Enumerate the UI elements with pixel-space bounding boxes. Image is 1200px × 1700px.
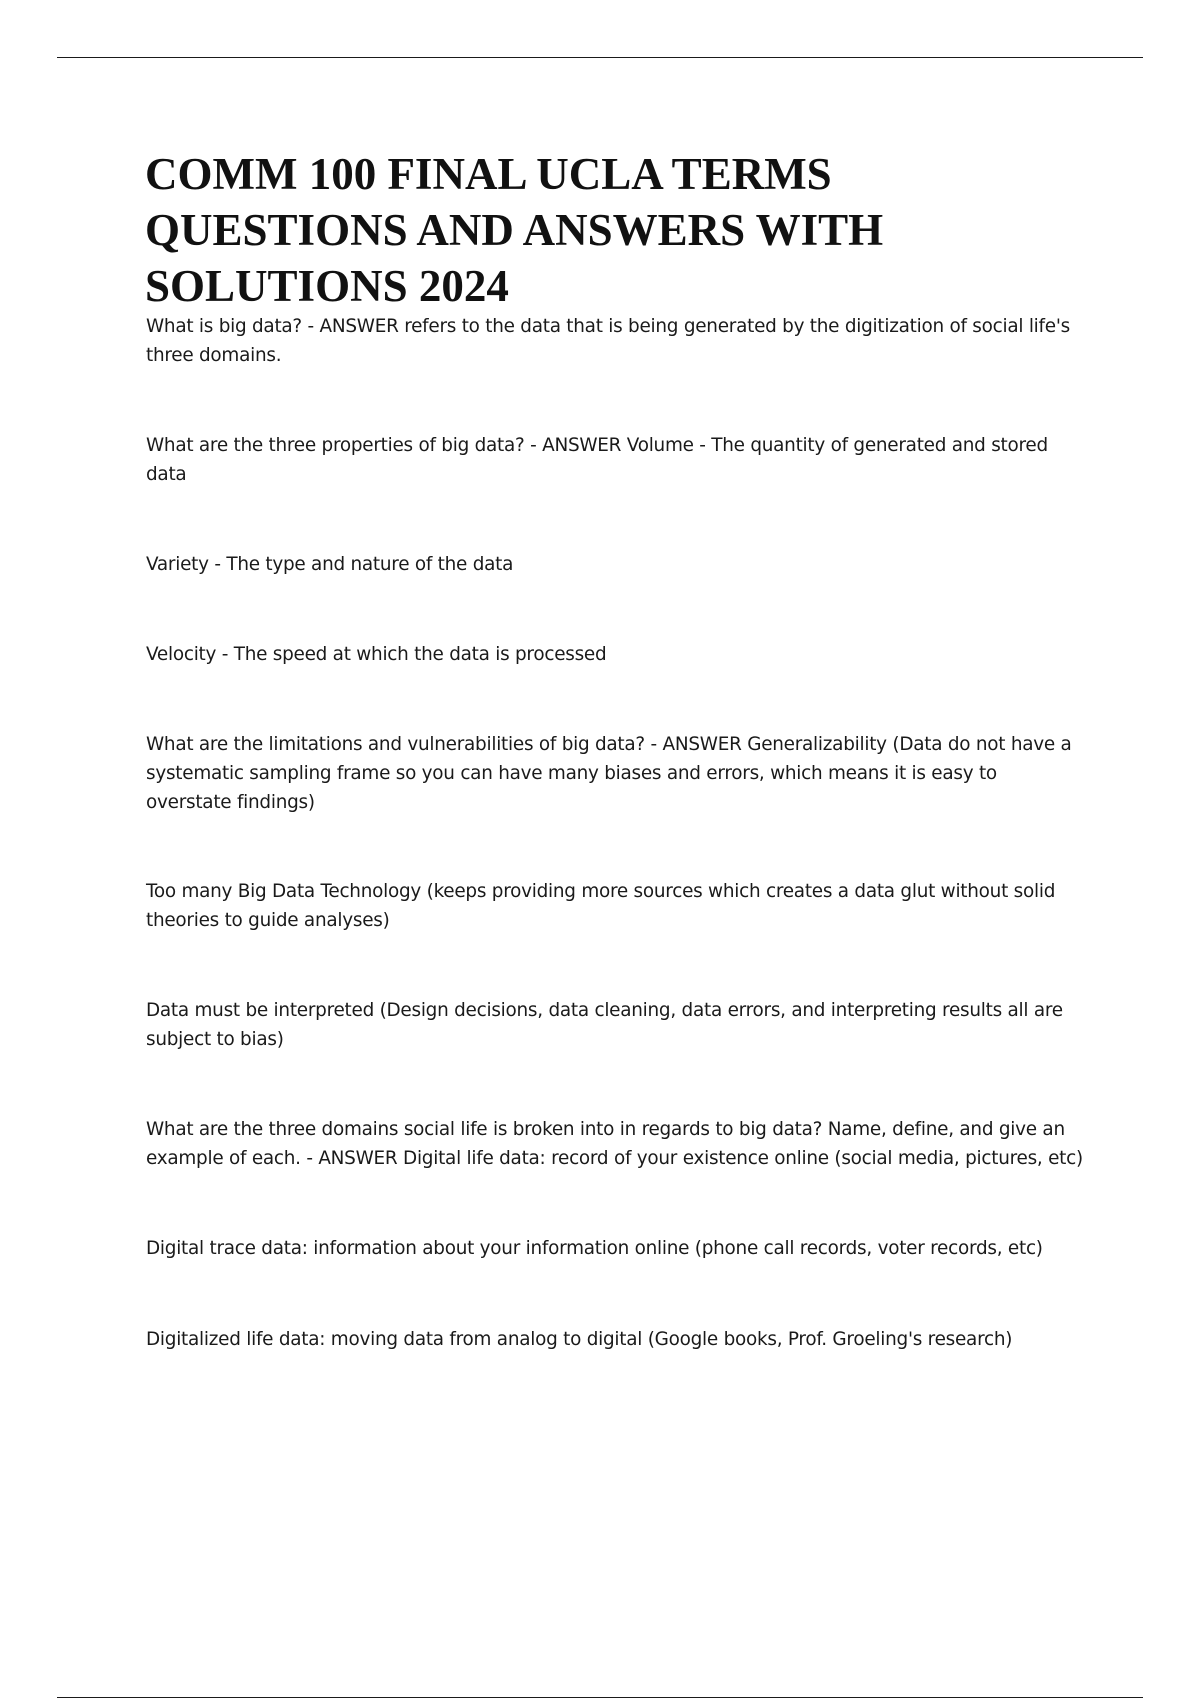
document-title: COMM 100 FINAL UCLA TERMS QUESTIONS AND ANSWERS WITH SOLUTIONS 2024	[145, 149, 884, 311]
qa-paragraph-three-domains: What are the three domains social life is broken into in regards to big data? Name, define, and give an example of each. - ANSWER Digital life data: record of your existence online (social media, pictures, etc)	[146, 1119, 1083, 1169]
qa-paragraph-variety: Variety - The type and nature of the data	[146, 554, 514, 575]
bottom-rule	[57, 1697, 1143, 1698]
qa-paragraph-digitalized-life: Digitalized life data: moving data from analog to digital (Google books, Prof. Groeling's research)	[146, 1329, 1013, 1350]
qa-paragraph-big-data-definition: What is big data? - ANSWER refers to the data that is being generated by the digitization of social life's three domains.	[146, 316, 1070, 366]
qa-paragraph-digital-trace: Digital trace data: information about your information online (phone call records, voter records, etc)	[146, 1238, 1043, 1259]
qa-paragraph-too-many-technology: Too many Big Data Technology (keeps providing more sources which creates a data glut without solid theories to guide analyses)	[146, 881, 1056, 931]
top-rule	[57, 57, 1143, 58]
qa-paragraph-data-interpreted: Data must be interpreted (Design decisions, data cleaning, data errors, and interpreting results all are subject to bias)	[146, 1000, 1063, 1050]
qa-paragraph-limitations: What are the limitations and vulnerabilities of big data? - ANSWER Generalizability (Data do not have a systematic sampling frame so you can have many biases and errors, which means it is easy to overstate findings)	[146, 734, 1072, 813]
qa-paragraph-three-properties: What are the three properties of big data? - ANSWER Volume - The quantity of generated and stored data	[146, 435, 1048, 485]
qa-paragraph-velocity: Velocity - The speed at which the data is processed	[146, 644, 607, 665]
